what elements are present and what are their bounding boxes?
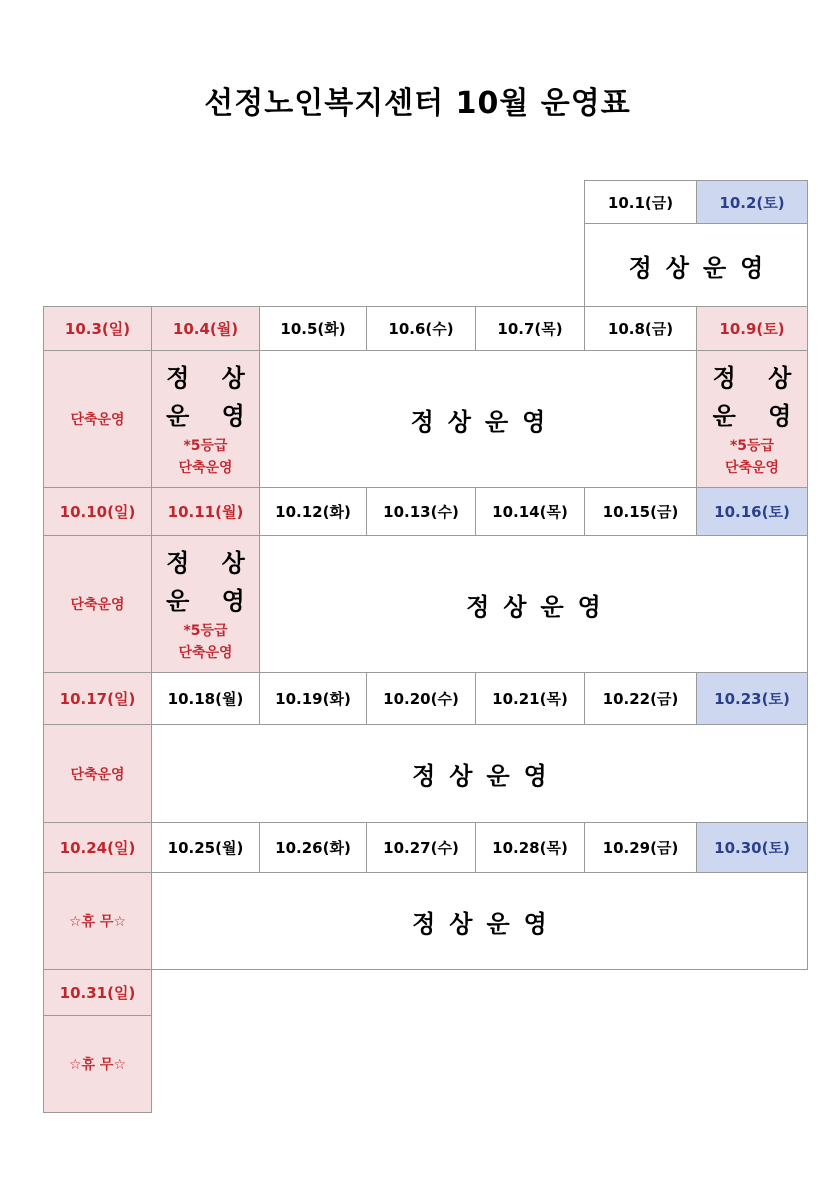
date-10-8: 10.8(금) [584, 306, 697, 351]
status-normal-10-9 [696, 350, 808, 488]
date-10-15: 10.15(금) [584, 487, 697, 536]
status-closed-10-31: ☆휴 무☆ [43, 1015, 152, 1113]
date-10-22: 10.22(금) [584, 672, 697, 725]
status-normal-10-4 [151, 350, 260, 488]
date-10-13: 10.13(수) [366, 487, 476, 536]
date-10-29: 10.29(금) [584, 822, 697, 873]
status-normal-w3 [259, 535, 808, 673]
status-text: 정상운영 [628, 253, 778, 282]
date-10-30: 10.30(토) [696, 822, 808, 873]
grade-note: *5등급 [183, 623, 228, 639]
status-short-10-3: 단축운영 [43, 350, 152, 488]
status-line-1: 정 상 [712, 364, 804, 392]
grade-note: *5등급 [183, 438, 228, 454]
status-line-2: 운 영 [166, 402, 257, 430]
status-normal-10-11 [151, 535, 260, 673]
date-10-31: 10.31(일) [43, 969, 152, 1016]
status-short-10-10: 단축운영 [43, 535, 152, 673]
date-10-24: 10.24(일) [43, 822, 152, 873]
status-line-2: 운 영 [166, 587, 257, 615]
date-10-26: 10.26(화) [259, 822, 367, 873]
date-10-2: 10.2(토) [696, 180, 808, 224]
status-line-1: 정 상 [166, 364, 257, 392]
date-10-20: 10.20(수) [366, 672, 476, 725]
status-line-2: 운 영 [712, 402, 804, 430]
status-text: 정상운영 [466, 592, 615, 621]
date-10-23: 10.23(토) [696, 672, 808, 725]
status-short-10-17: 단축운영 [43, 724, 152, 823]
date-10-21: 10.21(목) [475, 672, 585, 725]
status-normal-w2 [259, 350, 697, 488]
date-10-27: 10.27(수) [366, 822, 476, 873]
grade-short-note: 단축운영 [178, 460, 233, 476]
date-10-12: 10.12(화) [259, 487, 367, 536]
date-10-19: 10.19(화) [259, 672, 367, 725]
date-10-9: 10.9(토) [696, 306, 808, 351]
date-10-1: 10.1(금) [584, 180, 697, 224]
date-10-25: 10.25(월) [151, 822, 260, 873]
date-10-4: 10.4(월) [151, 306, 260, 351]
date-10-6: 10.6(수) [366, 306, 476, 351]
date-10-10: 10.10(일) [43, 487, 152, 536]
date-10-17: 10.17(일) [43, 672, 152, 725]
status-text: 정상운영 [412, 762, 561, 790]
status-text: 정상운영 [410, 407, 560, 436]
status-normal-w4 [151, 724, 808, 823]
grade-short-note: 단축운영 [724, 460, 780, 476]
status-text: 정상운영 [412, 909, 561, 938]
date-10-7: 10.7(목) [475, 306, 585, 351]
date-10-18: 10.18(월) [151, 672, 260, 725]
date-10-28: 10.28(목) [475, 822, 585, 873]
date-10-16: 10.16(토) [696, 487, 808, 536]
date-10-11: 10.11(월) [151, 487, 260, 536]
grade-note: *5등급 [729, 438, 775, 454]
date-10-14: 10.14(목) [475, 487, 585, 536]
status-closed-10-24: ☆휴 무☆ [43, 872, 152, 970]
status-normal-w5 [151, 872, 808, 970]
status-line-1: 정 상 [166, 549, 257, 577]
status-normal-w1 [584, 223, 808, 307]
grade-short-note: 단축운영 [178, 645, 233, 661]
date-10-5: 10.5(화) [259, 306, 367, 351]
page-title: 선정노인복지센터 10월 운영표 [204, 86, 631, 121]
date-10-3: 10.3(일) [43, 306, 152, 351]
